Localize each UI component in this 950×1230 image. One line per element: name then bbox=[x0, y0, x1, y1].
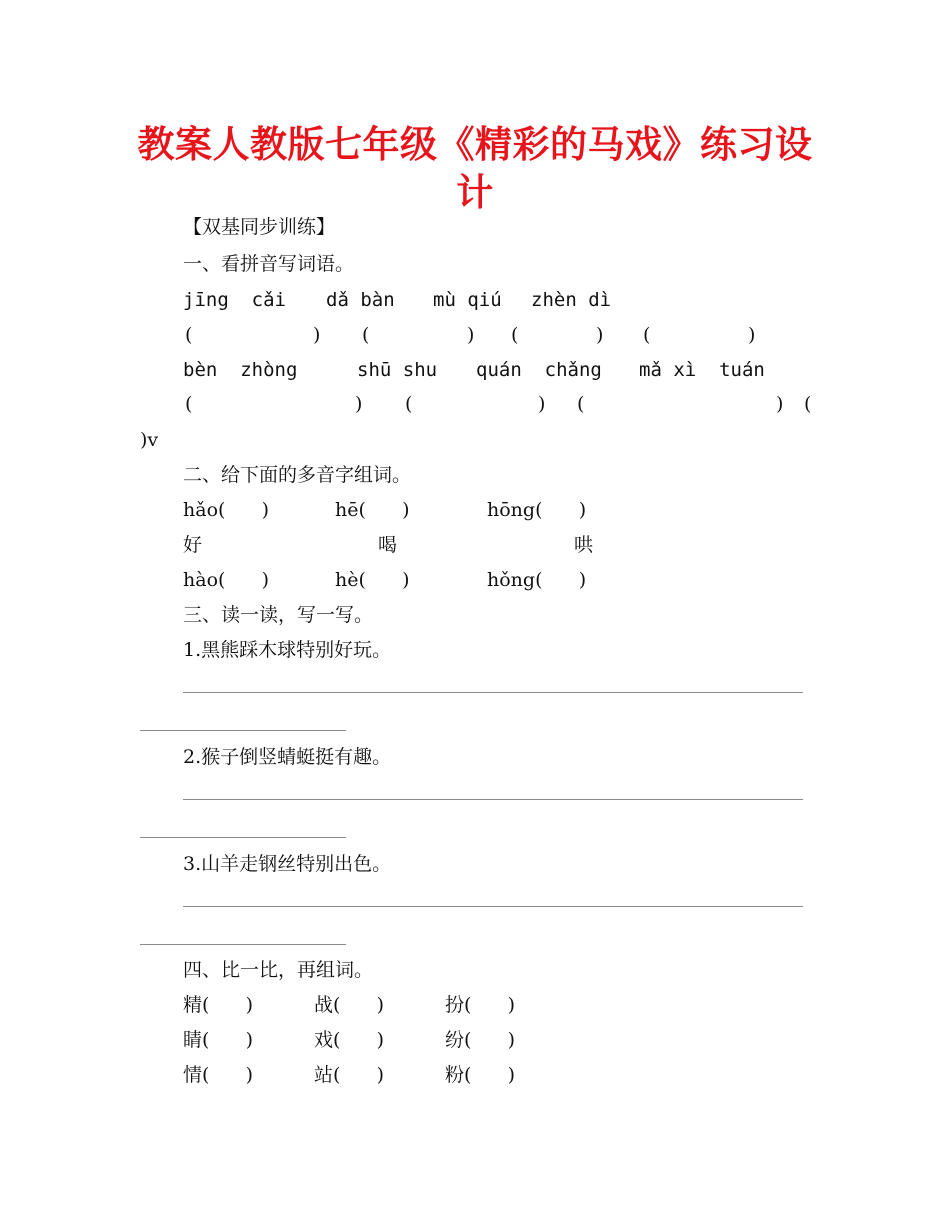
blank-close: ) bbox=[467, 324, 475, 346]
blank-open: ( bbox=[511, 324, 519, 346]
polyphone-char: 喝 bbox=[378, 534, 398, 556]
blank-close: ) bbox=[748, 324, 756, 346]
polyphone-char: 哄 bbox=[574, 534, 594, 556]
pinyin-item: mǎ xì tuán bbox=[639, 359, 765, 381]
section-header: 【双基同步训练】 bbox=[183, 216, 336, 238]
pinyin-item: dǎ bàn bbox=[326, 289, 395, 311]
compare-blank[interactable]: 扮( ) bbox=[445, 994, 516, 1016]
q1-tail: )v bbox=[140, 429, 159, 451]
q3-sentence-1: 1.黑熊踩木球特别好玩。 bbox=[183, 639, 392, 661]
pinyin-item: shū shu bbox=[357, 359, 438, 381]
q3-sentence-2: 2.猴子倒竖蜻蜓挺有趣。 bbox=[183, 746, 392, 768]
answer-line[interactable] bbox=[140, 730, 346, 731]
title-line-2: 计 bbox=[456, 171, 494, 214]
blank-close: ) bbox=[355, 393, 363, 415]
blank-open: ( bbox=[804, 393, 812, 415]
answer-line[interactable] bbox=[183, 799, 803, 800]
compare-blank[interactable]: 情( ) bbox=[183, 1064, 254, 1086]
answer-line[interactable] bbox=[183, 906, 803, 907]
blank-close: ) bbox=[776, 393, 784, 415]
polyphone-blank[interactable]: hǎo( ) bbox=[183, 499, 270, 521]
compare-blank[interactable]: 战( ) bbox=[314, 994, 385, 1016]
pinyin-item: bèn zhòng bbox=[183, 359, 298, 381]
polyphone-char: 好 bbox=[183, 534, 203, 556]
compare-blank[interactable]: 戏( ) bbox=[314, 1029, 385, 1051]
q3-sentence-3: 3.山羊走钢丝特别出色。 bbox=[183, 853, 392, 875]
blank-open: ( bbox=[362, 324, 370, 346]
blank-open: ( bbox=[185, 324, 193, 346]
compare-blank[interactable]: 站( ) bbox=[314, 1064, 385, 1086]
blank-open: ( bbox=[405, 393, 413, 415]
answer-line[interactable] bbox=[140, 944, 346, 945]
pinyin-item: mù qiú bbox=[433, 289, 502, 311]
polyphone-blank[interactable]: hōng( ) bbox=[487, 499, 587, 521]
q4-heading: 四、比一比，再组词。 bbox=[183, 959, 374, 981]
title-line-1: 教案人教版七年级《精彩的马戏》练习设 bbox=[137, 123, 813, 166]
blank-close: ) bbox=[538, 393, 546, 415]
pinyin-item: quán chǎng bbox=[476, 359, 602, 381]
blank-open: ( bbox=[643, 324, 651, 346]
compare-blank[interactable]: 睛( ) bbox=[183, 1029, 254, 1051]
answer-line[interactable] bbox=[183, 692, 803, 693]
compare-blank[interactable]: 粉( ) bbox=[445, 1064, 516, 1086]
q1-heading: 一、看拼音写词语。 bbox=[183, 253, 355, 275]
pinyin-item: zhèn dì bbox=[531, 289, 612, 311]
blank-open: ( bbox=[185, 393, 193, 415]
blank-open: ( bbox=[577, 393, 585, 415]
polyphone-blank[interactable]: hè( ) bbox=[335, 569, 410, 591]
compare-blank[interactable]: 纷( ) bbox=[445, 1029, 516, 1051]
blank-close: ) bbox=[313, 324, 321, 346]
polyphone-blank[interactable]: hē( ) bbox=[335, 499, 410, 521]
blank-close: ) bbox=[596, 324, 604, 346]
q2-heading: 二、给下面的多音字组词。 bbox=[183, 464, 412, 486]
compare-blank[interactable]: 精( ) bbox=[183, 994, 254, 1016]
q3-heading: 三、读一读，写一写。 bbox=[183, 604, 374, 626]
polyphone-blank[interactable]: hào( ) bbox=[183, 569, 270, 591]
pinyin-item: jīng cǎi bbox=[183, 289, 286, 311]
polyphone-blank[interactable]: hǒng( ) bbox=[487, 569, 587, 591]
answer-line[interactable] bbox=[140, 837, 346, 838]
